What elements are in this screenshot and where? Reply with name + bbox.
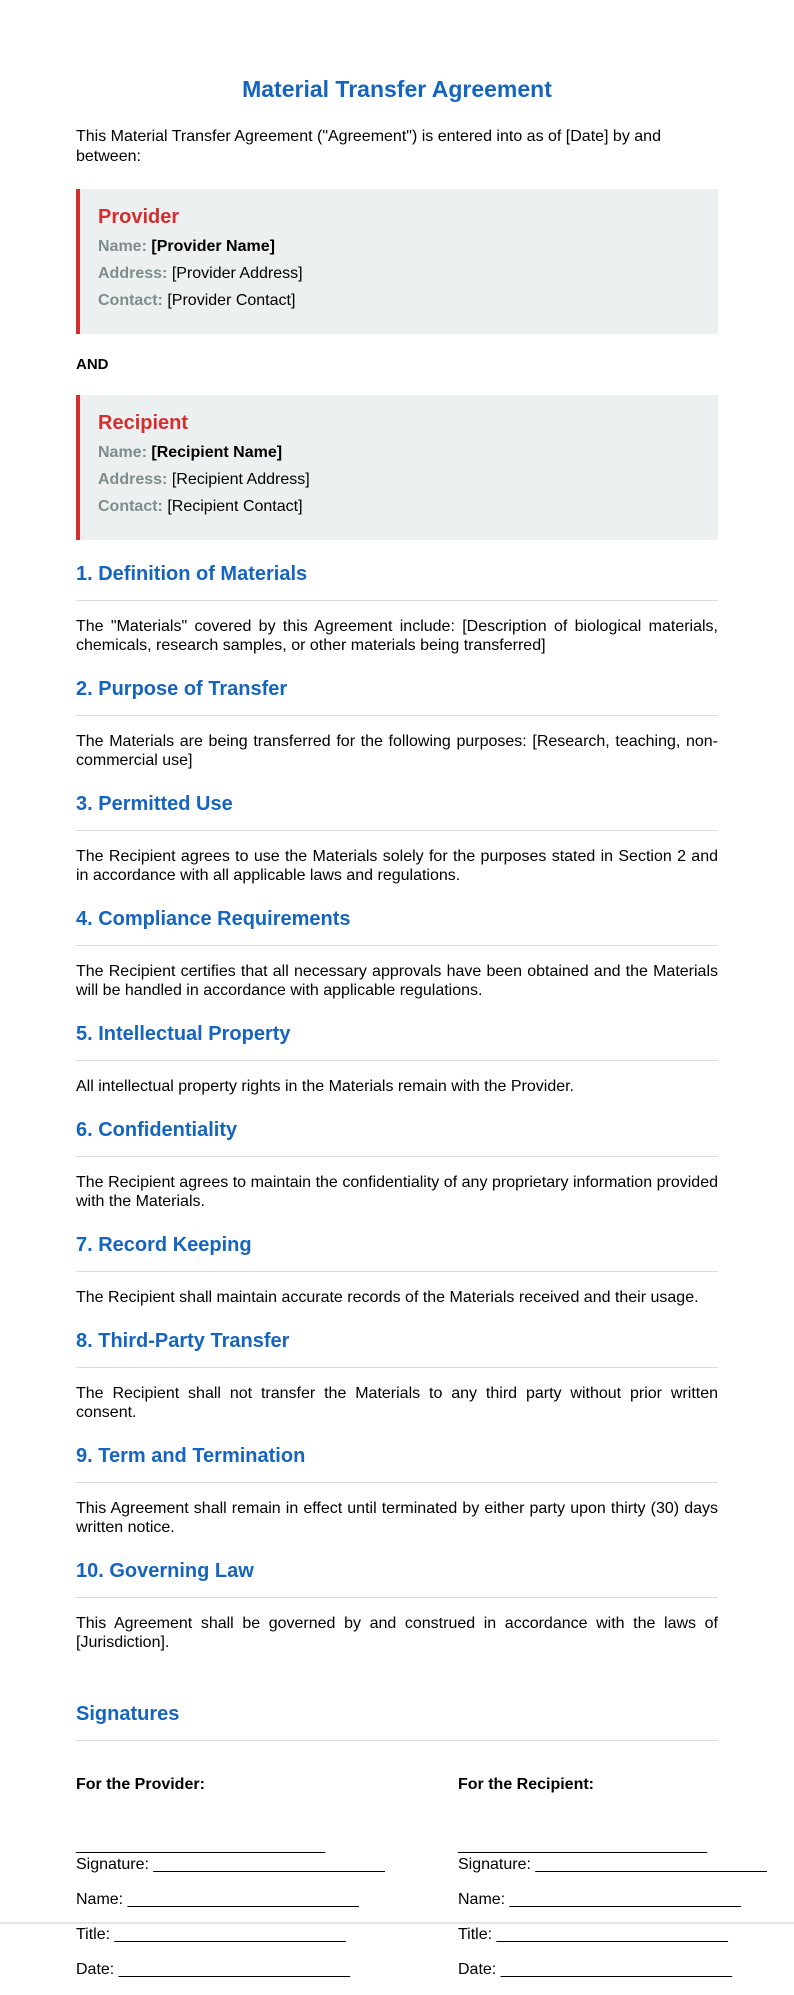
- recipient-signature-field: Signature: __________________________: [458, 1856, 767, 1873]
- provider-name-line: [98, 237, 700, 256]
- section-term-and-termination: [76, 1444, 718, 1537]
- provider-signature-heading: For the Provider:: [76, 1776, 205, 1793]
- recipient-contact-label: Contact:: [98, 498, 163, 515]
- section-title: 6. Confidentiality: [76, 1118, 718, 1157]
- recipient-address-label: Address:: [98, 471, 168, 488]
- provider-signature-line: ____________________________: [76, 1837, 326, 1854]
- section-compliance-requirements: [76, 907, 718, 1000]
- recipient-signature-line: ____________________________: [458, 1837, 708, 1854]
- section-text: The Recipient shall maintain accurate records of the Materials received and their usage.: [76, 1289, 699, 1306]
- section-governing-law: [76, 1559, 718, 1652]
- section-text: All intellectual property rights in the Materials remain with the Provider.: [76, 1078, 574, 1095]
- section-title: 9. Term and Termination: [76, 1444, 718, 1483]
- section-title: 2. Purpose of Transfer: [76, 677, 718, 716]
- recipient-contact-line: [98, 497, 700, 516]
- signature-columns: [76, 1775, 767, 1995]
- recipient-signature-block: [458, 1775, 767, 1995]
- provider-contact-value: [Provider Contact]: [167, 292, 296, 309]
- recipient-title-field: Title: __________________________: [458, 1926, 728, 1943]
- provider-address-label: Address:: [98, 265, 168, 282]
- and-separator: AND: [76, 356, 109, 373]
- recipient-address-value: [Recipient Address]: [171, 471, 310, 488]
- section-title: 10. Governing Law: [76, 1559, 718, 1598]
- section-text: The Recipient certifies that all necessary approvals have been obtained and the Materials will be handled in accordance with applicable regulations.: [76, 963, 718, 999]
- section-title: 7. Record Keeping: [76, 1233, 718, 1272]
- section-intellectual-property: [76, 1022, 718, 1096]
- provider-name-label: Name:: [98, 238, 147, 255]
- recipient-contact-value: [Recipient Contact]: [167, 498, 303, 515]
- section-confidentiality: [76, 1118, 718, 1211]
- recipient-name-value: [Recipient Name]: [151, 444, 283, 461]
- section-title: 3. Permitted Use: [76, 792, 718, 831]
- recipient-box: [76, 395, 718, 540]
- section-text: This Agreement shall remain in effect until terminated by either party upon thirty (30) days written notice.: [76, 1500, 718, 1536]
- section-record-keeping: [76, 1233, 718, 1307]
- provider-signature-field: Signature: __________________________: [76, 1856, 385, 1873]
- section-title: 1. Definition of Materials: [76, 562, 718, 601]
- signatures-title: Signatures: [76, 1702, 718, 1741]
- provider-contact-label: Contact:: [98, 292, 163, 309]
- section-purpose-of-transfer: [76, 677, 718, 770]
- section-title: 4. Compliance Requirements: [76, 907, 718, 946]
- recipient-heading: Recipient: [98, 412, 189, 434]
- section-text: The Recipient agrees to maintain the confidentiality of any proprietary information provided with the Materials.: [76, 1174, 718, 1210]
- document-title: Material Transfer Agreement: [242, 76, 552, 102]
- provider-address-line: [98, 264, 700, 283]
- section-text: This Agreement shall be governed by and construed in accordance with the laws of [Jurisdiction].: [76, 1615, 718, 1651]
- provider-name-value: [Provider Name]: [151, 238, 275, 255]
- recipient-date-field: Date: __________________________: [458, 1961, 733, 1978]
- recipient-name-field: Name: __________________________: [458, 1891, 741, 1908]
- intro-paragraph: This Material Transfer Agreement ("Agreement") is entered into as of [Date] by and between:: [76, 128, 661, 165]
- provider-heading: Provider: [98, 206, 180, 228]
- provider-box: [76, 189, 718, 334]
- signatures-section: [76, 1702, 767, 1995]
- provider-title-field: Title: __________________________: [76, 1926, 346, 1943]
- provider-address-value: [Provider Address]: [171, 265, 303, 282]
- provider-signature-block: [76, 1775, 385, 1995]
- section-title: 5. Intellectual Property: [76, 1022, 718, 1061]
- section-definition-of-materials: [76, 562, 718, 655]
- recipient-name-label: Name:: [98, 444, 147, 461]
- section-title: 8. Third-Party Transfer: [76, 1329, 718, 1368]
- recipient-signature-heading: For the Recipient:: [458, 1776, 595, 1793]
- recipient-name-line: [98, 443, 700, 462]
- section-text: The Recipient shall not transfer the Materials to any third party without prior written consent.: [76, 1385, 718, 1421]
- section-text: The "Materials" covered by this Agreement include: [Description of biological materials, chemicals, research samples, or other materials being transferred]: [76, 618, 718, 654]
- section-permitted-use: [76, 792, 718, 885]
- section-text: The Recipient agrees to use the Materials solely for the purposes stated in Section 2 and in accordance with all applicable laws and regulations.: [76, 848, 718, 884]
- section-text: The Materials are being transferred for the following purposes: [Research, teaching, non-commercial use]: [76, 733, 718, 769]
- provider-date-field: Date: __________________________: [76, 1961, 351, 1978]
- recipient-address-line: [98, 470, 700, 489]
- provider-name-field: Name: __________________________: [76, 1891, 359, 1908]
- provider-contact-line: [98, 291, 700, 310]
- section-third-party-transfer: [76, 1329, 718, 1422]
